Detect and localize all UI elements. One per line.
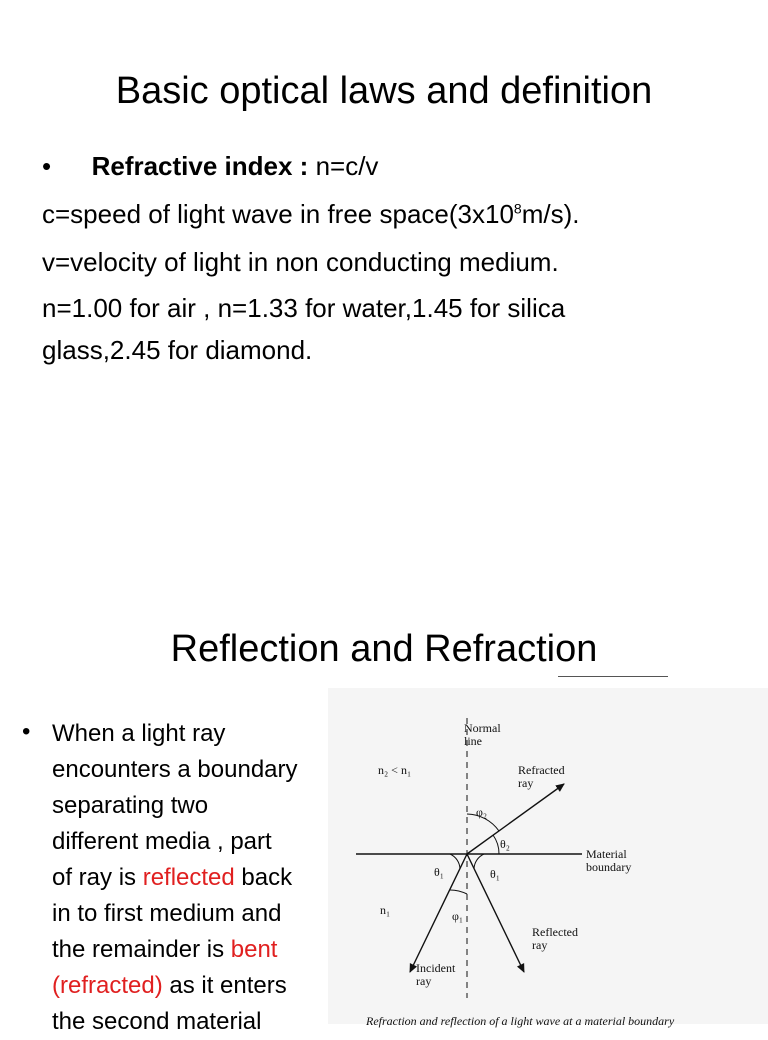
angle-arc-theta1-right — [474, 854, 484, 869]
formula-n: n=c/v — [315, 151, 379, 181]
text-line — [52, 860, 292, 896]
text-line: When a light ray — [52, 720, 226, 747]
text-segment: of ray is — [52, 864, 143, 891]
text-line: different media , part — [52, 828, 272, 855]
phi2-label: φ₂ — [476, 805, 488, 819]
text-line — [52, 932, 277, 968]
term-separator: : — [292, 151, 316, 181]
theta2-label: θ₂ — [500, 837, 510, 851]
text-line: the second material — [52, 1008, 262, 1035]
refraction-diagram — [328, 688, 768, 1024]
incident-ray-label: Incident ray — [416, 961, 456, 988]
angle-arc-theta1-left — [450, 854, 460, 869]
angle-arc-theta2 — [493, 835, 499, 854]
text-segment: as it enters — [162, 972, 287, 999]
text-segment: the remainder is — [52, 936, 231, 963]
refracted-ray — [467, 784, 564, 854]
text-line: separating two — [52, 792, 209, 819]
keyword-bent: bent — [230, 936, 278, 963]
page-title: Basic optical laws and definition — [115, 70, 653, 112]
text-line: encounters a boundary — [52, 756, 298, 783]
definition-c-unit: m/s). — [521, 199, 580, 229]
bullet-dot-icon: • — [42, 151, 52, 181]
definition-c — [42, 198, 579, 230]
material-boundary-label: Material boundary — [586, 847, 632, 874]
theta1-right-label: θ₁ — [490, 867, 500, 881]
text-segment: back — [234, 864, 293, 891]
bullet-dot-icon: • — [22, 718, 31, 745]
text-line — [52, 968, 287, 1004]
title-divider — [558, 676, 668, 677]
definition-c-text: c=speed of light wave in free space(3x10 — [42, 199, 514, 229]
theta1-left-label: θ₁ — [434, 865, 444, 879]
term-refractive-index: Refractive index — [91, 151, 293, 181]
index-values-line-1: n=1.00 for air , n=1.33 for water,1.45 for silica — [42, 293, 566, 323]
refracted-ray-label: Refracted ray — [518, 763, 565, 790]
bullet-refractive-index — [42, 150, 378, 182]
n1-label: n₁ — [380, 903, 391, 917]
refraction-figure — [328, 688, 768, 1028]
normal-label: Normal line — [464, 721, 501, 748]
keyword-refracted: (refracted) — [52, 972, 163, 999]
section-title: Reflection and Refraction — [170, 628, 598, 670]
text-line: in to first medium and — [52, 900, 282, 927]
reflected-ray-label: Reflected ray — [532, 925, 578, 952]
phi1-label: φ₁ — [452, 909, 464, 923]
keyword-reflected: reflected — [142, 864, 235, 891]
figure-caption: Refraction and reflection of a light wave at a material boundary — [366, 1014, 675, 1028]
exponent: 8 — [513, 200, 522, 217]
angle-arc-phi1 — [450, 890, 467, 894]
n-relation-label: n₂ < n₁ — [378, 763, 412, 777]
index-values-line-2: glass,2.45 for diamond. — [42, 335, 313, 365]
definition-v: v=velocity of light in non conducting medium. — [42, 247, 559, 277]
